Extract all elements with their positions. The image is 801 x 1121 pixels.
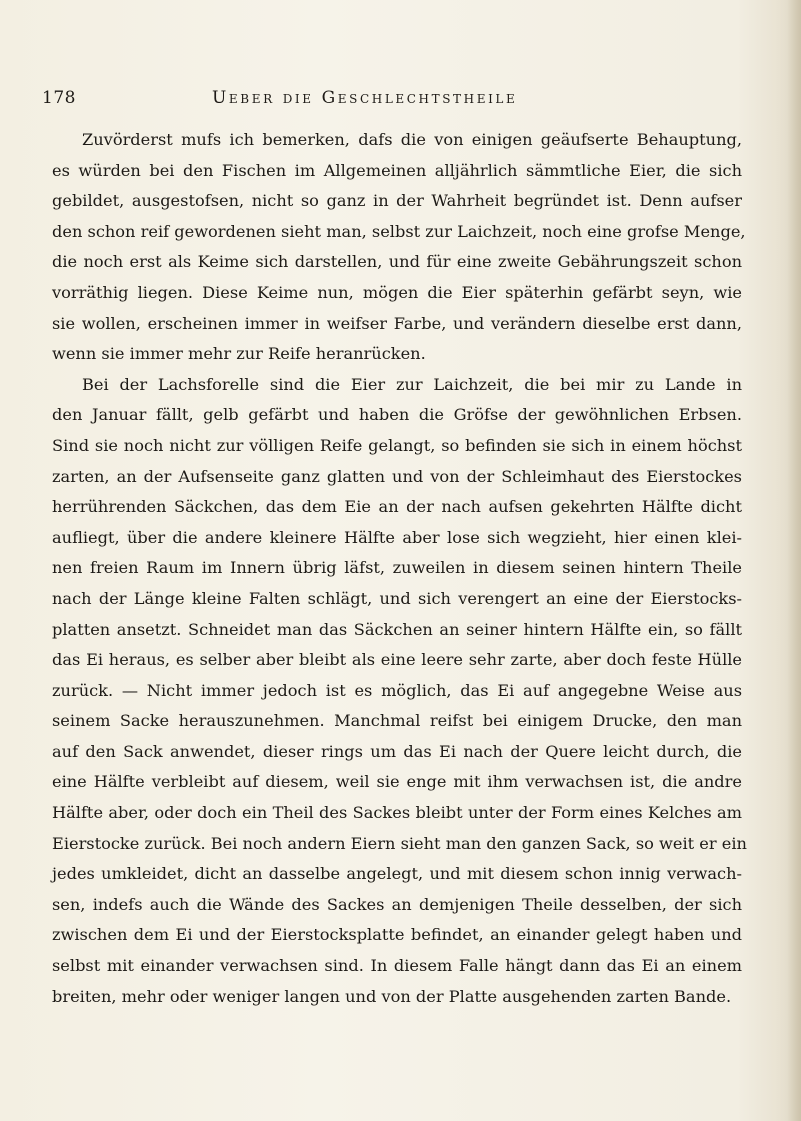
text-line: breiten, mehr oder weniger langen und von der Platte ausgehenden zarten Bande. bbox=[52, 986, 732, 1006]
text-line: sen, indefs auch die Wände des Sackes an demjenigen Theile desselben, der sich bbox=[52, 894, 742, 914]
text-line: auf den Sack anwendet, dieser rings um das Ei nach der Quere leicht durch, die bbox=[52, 741, 742, 761]
text-line: den Januar fällt, gelb gefärbt und haben die Gröfse der gewöhnlichen Erbsen. bbox=[52, 405, 742, 425]
text-line: Sind sie noch nicht zur völligen Reife gelangt, so befinden sie sich in einem höchst bbox=[52, 435, 742, 455]
body-text bbox=[52, 125, 747, 1012]
text-line: Zuvörderst mufs ich bemerken, dafs die von einigen geäufserte Behauptung, bbox=[82, 130, 742, 149]
text-line: es würden bei den Fischen im Allgemeinen alljährlich sämmtliche Eier, die sich bbox=[52, 160, 742, 180]
text-line: den schon reif gewordenen sieht man, selbst zur Laichzeit, noch eine grofse Menge, bbox=[52, 221, 746, 241]
text-line: wenn sie immer mehr zur Reife heranrücken. bbox=[52, 344, 426, 364]
page-header bbox=[42, 88, 742, 112]
text-line: vorräthig liegen. Diese Keime nun, mögen die Eier späterhin gefärbt seyn, wie bbox=[52, 282, 742, 302]
text-line: nen freien Raum im Innern übrig läfst, zuweilen in diesem seinen hintern Theile bbox=[52, 558, 742, 578]
text-line: das Ei heraus, es selber aber bleibt als eine leere sehr zarte, aber doch feste Hülle bbox=[52, 650, 742, 670]
text-line: jedes umkleidet, dicht an dasselbe angelegt, und mit diesem schon innig verwach- bbox=[52, 864, 742, 884]
running-head: Ueber die Geschlechtstheile bbox=[212, 88, 518, 108]
text-line: sie wollen, erscheinen immer in weifser Farbe, und verändern dieselbe erst dann, bbox=[52, 313, 742, 333]
text-line: zarten, an der Aufsenseite ganz glatten und von der Schleimhaut des Eierstockes bbox=[52, 466, 742, 486]
text-line: zwischen dem Ei und der Eierstocksplatte befindet, an einander gelegt haben und bbox=[52, 925, 742, 945]
text-line: die noch erst als Keime sich darstellen, und für eine zweite Gebährungszeit schon bbox=[52, 252, 742, 272]
text-line: herrührenden Säckchen, das dem Eie an der nach aufsen gekehrten Hälfte dicht bbox=[52, 497, 742, 517]
text-line: selbst mit einander verwachsen sind. In diesem Falle hängt dann das Ei an einem bbox=[52, 956, 742, 976]
text-line: platten ansetzt. Schneidet man das Säckchen an seiner hintern Hälfte ein, so fällt bbox=[52, 619, 742, 639]
page-number: 178 bbox=[42, 88, 76, 108]
text-line: Eierstocke zurück. Bei noch andern Eiern sieht man den ganzen Sack, so weit er ein bbox=[52, 833, 747, 853]
text-line: aufliegt, über die andere kleinere Hälfte aber lose sich wegzieht, hier einen klei- bbox=[52, 527, 742, 547]
text-line: eine Hälfte verbleibt auf diesem, weil sie enge mit ihm verwachsen ist, die andre bbox=[52, 772, 742, 792]
text-line: Hälfte aber, oder doch ein Theil des Sackes bleibt unter der Form eines Kelches am bbox=[52, 803, 742, 823]
text-line: Bei der Lachsforelle sind die Eier zur Laichzeit, die bei mir zu Lande in bbox=[82, 374, 742, 394]
text-line: seinem Sacke herauszunehmen. Manchmal reifst bei einigem Drucke, den man bbox=[52, 711, 742, 731]
text-line: gebildet, ausgestofsen, nicht so ganz in der Wahrheit begründet ist. Denn aufser bbox=[52, 191, 742, 211]
text-line: nach der Länge kleine Falten schlägt, und sich verengert an eine der Eierstocks- bbox=[52, 588, 742, 608]
page-edge-shadow bbox=[787, 0, 801, 1121]
text-line: zurück. — Nicht immer jedoch ist es möglich, das Ei auf angegebne Weise aus bbox=[52, 680, 742, 700]
